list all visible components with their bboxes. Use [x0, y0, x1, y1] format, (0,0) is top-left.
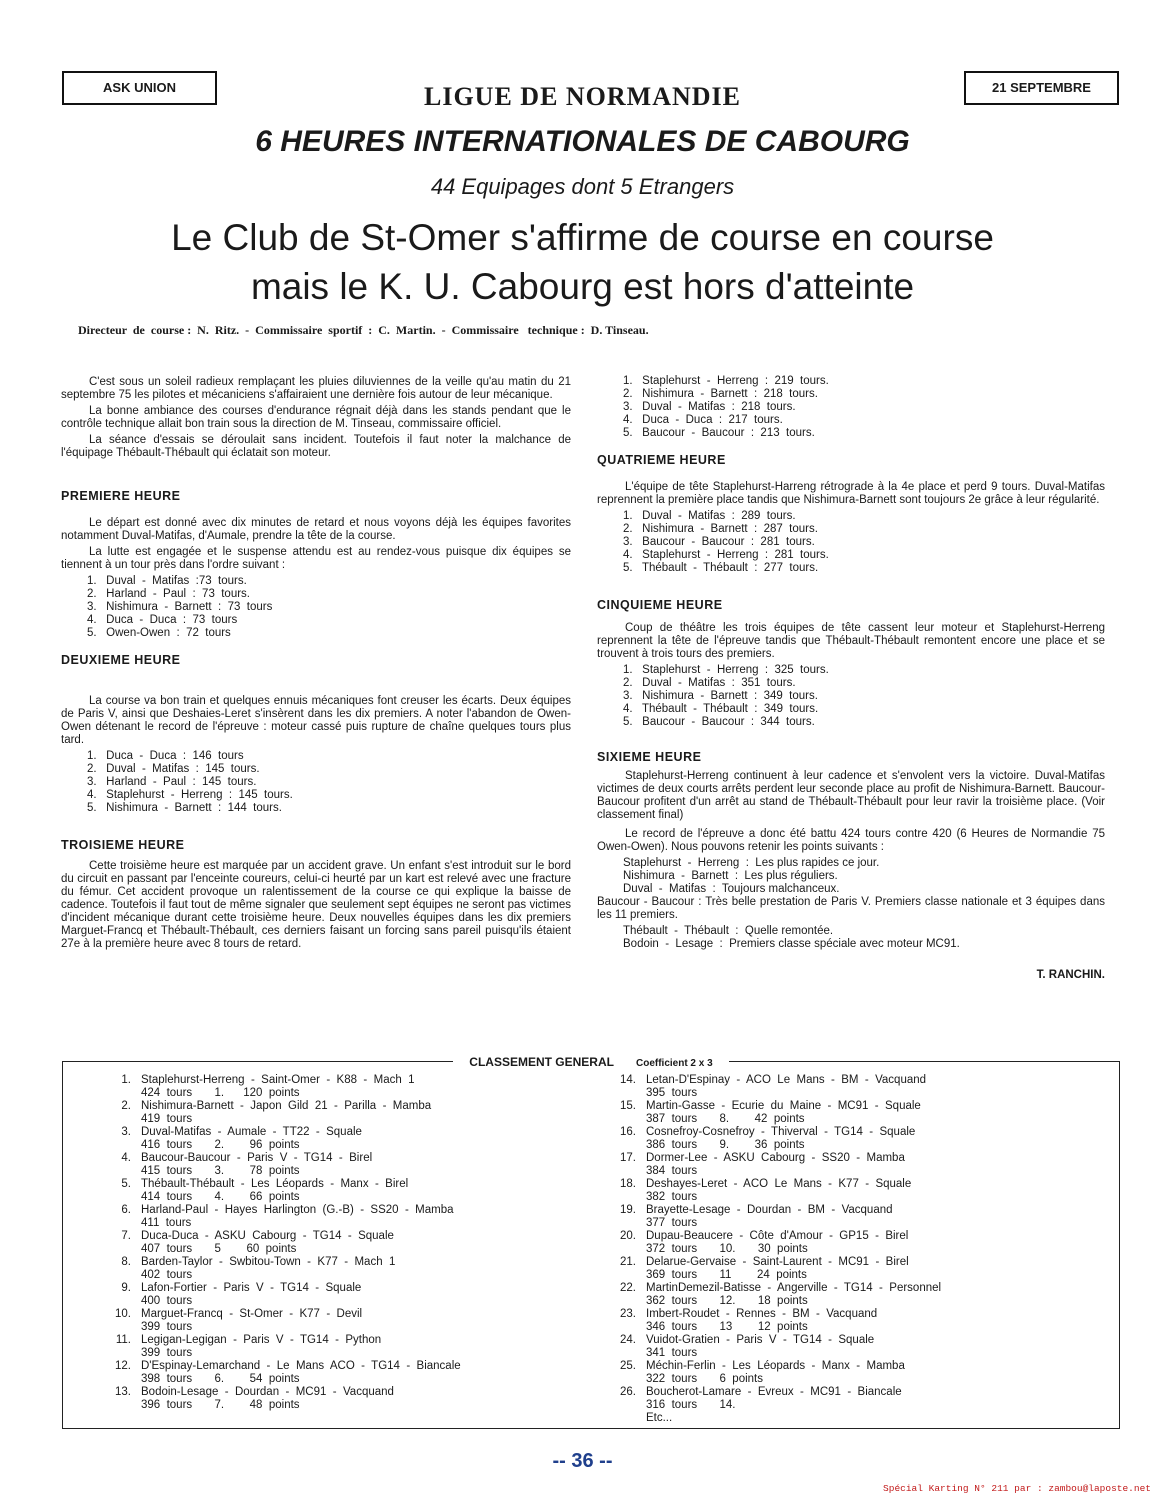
- classement-entry: [93, 1360, 593, 1386]
- intro-paragraph: La bonne ambiance des courses d'endurance régnait déjà dans les stands pendant que le contrôle technique allait bon train sous la direction de M. Tinseau, commissaire officiel.: [61, 405, 571, 430]
- classement-entry-line1: [598, 1152, 1098, 1165]
- classement-entry: [598, 1100, 1098, 1126]
- standing-item: 3. Nishimura - Barnett : 73 tours: [87, 601, 273, 613]
- classement-entry-line2: 411 tours: [141, 1217, 192, 1229]
- classement-entry: [93, 1204, 593, 1230]
- classement-entry-line2: 416 tours 2. 96 points: [141, 1139, 300, 1151]
- section-heading-hour-4: QUATRIEME HEURE: [597, 453, 726, 467]
- classement-entry-line2: 415 tours 3. 78 points: [141, 1165, 300, 1177]
- classement-entry: [93, 1178, 593, 1204]
- classement-team: Nishimura-Barnett - Japon Gild 21 - Parilla - Mamba: [141, 1100, 432, 1112]
- classement-team: Martin-Gasse - Ecurie du Maine - MC91 - Squale: [646, 1100, 921, 1112]
- classement-rank: 10.: [115, 1308, 131, 1320]
- footer-credit: Spécial Karting N° 211 par : zambou@laposte.net: [883, 1483, 1151, 1494]
- standing-item: 1. Staplehurst - Herreng : 325 tours.: [623, 664, 829, 676]
- hour-1-standings: [61, 575, 571, 640]
- classement-entry-line2: 362 tours 12. 18 points: [646, 1295, 808, 1307]
- point-item: Duval - Matifas : Toujours malchanceux.: [623, 883, 840, 895]
- classement-rank: 26.: [620, 1386, 636, 1398]
- classement-entry-line1: [598, 1308, 1098, 1321]
- classement-team: MartinDemezil-Batisse - Angerville - TG14 - Personnel: [646, 1282, 942, 1294]
- standing-item: 4. Duca - Duca : 73 tours: [87, 614, 238, 626]
- classement-team: Dupau-Beaucere - Côte d'Amour - GP15 - Birel: [646, 1230, 909, 1242]
- classement-column-right: [598, 1074, 1098, 1425]
- classement-entry-line2: 407 tours 5 60 points: [141, 1243, 297, 1255]
- classement-entry: [93, 1100, 593, 1126]
- classement-rank: 24.: [620, 1334, 636, 1346]
- hour-5-paragraph: Coup de théâtre les trois équipes de tête cassent leur moteur et Staplehurst-Herreng reprennent la tête de l'épreuve tandis que Thébault-Thébault remontent encore une place et se trouvent à trois tours des premiers.: [597, 622, 1105, 660]
- article-column-left: [61, 376, 571, 954]
- classement-entry-line1: [93, 1282, 593, 1295]
- point-item: Staplehurst - Herreng : Les plus rapides ce jour.: [623, 857, 880, 869]
- hour-1-paragraph: Le départ est donné avec dix minutes de retard et nous voyons déjà les équipes favorites notamment Duval-Matifas, d'Aumale, prendre la tête de la course.: [61, 517, 571, 542]
- classement-entry-line2: 399 tours: [141, 1347, 193, 1359]
- officials-line: Directeur de course : N. Ritz. - Commissaire sportif : C. Martin. - Commissaire technique : D. Tinseau.: [78, 323, 649, 337]
- standing-item: 5. Thébault - Thébault : 277 tours.: [623, 562, 819, 574]
- section-heading-hour-6: SIXIEME HEURE: [597, 750, 702, 764]
- classement-entry-line1: [598, 1386, 1098, 1399]
- standing-item: 1. Duca - Duca : 146 tours: [87, 750, 244, 762]
- classement-entry-line2: 414 tours 4. 66 points: [141, 1191, 300, 1203]
- classement-entry: [598, 1360, 1098, 1386]
- classement-team: Thébault-Thébault - Les Léopards - Manx - Birel: [141, 1178, 409, 1190]
- standing-item: 1. Duval - Matifas :73 tours.: [87, 575, 247, 587]
- standing-item: 2. Nishimura - Barnett : 218 tours.: [623, 388, 818, 400]
- classement-entry-line1: [93, 1152, 593, 1165]
- classement-entry-line1: [93, 1204, 593, 1217]
- classement-team: Duca-Duca - ASKU Cabourg - TG14 - Squale: [141, 1230, 394, 1242]
- classement-rank: 13.: [115, 1386, 131, 1398]
- classement-entry-line2: 386 tours 9. 36 points: [646, 1139, 805, 1151]
- hour-6-points-2: [597, 925, 1105, 951]
- classement-rank: 14.: [620, 1074, 636, 1086]
- classement-team: Duval-Matifas - Aumale - TT22 - Squale: [141, 1126, 362, 1138]
- classement-entry-line1: [598, 1282, 1098, 1295]
- classement-team: Letan-D'Espinay - ACO Le Mans - BM - Vacquand: [646, 1074, 927, 1086]
- classement-team: Marguet-Francq - St-Omer - K77 - Devil: [141, 1308, 363, 1320]
- classement-rank: 22.: [620, 1282, 636, 1294]
- classement-general-box: [62, 1055, 1120, 1429]
- hour-4-standings: [597, 510, 1105, 575]
- classement-entry-line1: [93, 1230, 593, 1243]
- classement-team: Legigan-Legigan - Paris V - TG14 - Python: [141, 1334, 382, 1346]
- classement-rank: 16.: [620, 1126, 636, 1138]
- classement-entry-line2: 341 tours: [646, 1347, 698, 1359]
- hour-4-paragraph: L'équipe de tête Staplehurst-Harreng rétrograde à la 4e place et perd 9 tours. Duval-Matifas reprennent la première place tandis que Nishimura-Barnett sont toujours 2e grâce à leur régularité.: [597, 481, 1105, 506]
- hour-2-standings: [61, 750, 571, 815]
- classement-entry-line2: 400 tours: [141, 1295, 193, 1307]
- section-heading-hour-5: CINQUIEME HEURE: [597, 598, 723, 612]
- classement-entry-line1: [598, 1126, 1098, 1139]
- classement-rank: 9.: [121, 1282, 131, 1294]
- classement-entry: [598, 1178, 1098, 1204]
- point-item: Nishimura - Barnett : Les plus réguliers.: [623, 870, 838, 882]
- classement-rank: 15.: [620, 1100, 636, 1112]
- classement-entry-line1: [93, 1308, 593, 1321]
- classement-rank: 12.: [115, 1360, 131, 1372]
- classement-team: Vuidot-Gratien - Paris V - TG14 - Squale: [646, 1334, 875, 1346]
- classement-entry-line2: 377 tours: [646, 1217, 698, 1229]
- classement-entry: [93, 1256, 593, 1282]
- classement-entry-line2: 395 tours: [646, 1087, 698, 1099]
- author-signature: T. RANCHIN.: [1036, 969, 1105, 981]
- classement-entry-line1: [598, 1074, 1098, 1087]
- standing-item: 2. Duval - Matifas : 351 tours.: [623, 677, 796, 689]
- classement-entry: [93, 1230, 593, 1256]
- classement-team: Deshayes-Leret - ACO Le Mans - K77 - Squale: [646, 1178, 912, 1190]
- classement-heading: [63, 1053, 1119, 1071]
- classement-team: Lafon-Fortier - Paris V - TG14 - Squale: [141, 1282, 362, 1294]
- page-number: -- 36 --: [552, 1450, 613, 1472]
- classement-entry: [598, 1334, 1098, 1360]
- classement-entry-line2: 382 tours: [646, 1191, 698, 1203]
- classement-entry: [598, 1204, 1098, 1230]
- classement-entry-line2: 346 tours 13 12 points: [646, 1321, 808, 1333]
- classement-entry: [598, 1282, 1098, 1308]
- classement-entry-line2: 316 tours 14.: [646, 1399, 736, 1411]
- classement-entry-line1: [598, 1100, 1098, 1113]
- standing-item: 3. Nishimura - Barnett : 349 tours.: [623, 690, 818, 702]
- classement-team: Staplehurst-Herreng - Saint-Omer - K88 - Mach 1: [141, 1074, 415, 1086]
- standing-item: 3. Harland - Paul : 145 tours.: [87, 776, 257, 788]
- classement-entry-line1: [93, 1334, 593, 1347]
- standing-item: 5. Owen-Owen : 72 tours: [87, 627, 231, 639]
- standing-item: 2. Nishimura - Barnett : 287 tours.: [623, 523, 818, 535]
- date-label: 21 SEPTEMBRE: [992, 80, 1091, 95]
- classement-entry-line2: 384 tours: [646, 1165, 698, 1177]
- classement-rank: 2.: [121, 1100, 131, 1112]
- classement-entry: [93, 1308, 593, 1334]
- hour-6-paragraph: Le record de l'épreuve a donc été battu 424 tours contre 420 (6 Heures de Normandie 75 Owen-Owen). Nous pouvons retenir les points suivants :: [597, 828, 1105, 853]
- classement-entry-line1: [598, 1334, 1098, 1347]
- classement-rank: 18.: [620, 1178, 636, 1190]
- classement-rank: 23.: [620, 1308, 636, 1320]
- classement-entry: [93, 1126, 593, 1152]
- standing-item: 5. Baucour - Baucour : 213 tours.: [623, 427, 815, 439]
- classement-entry-line1: [93, 1100, 593, 1113]
- classement-entry: [93, 1152, 593, 1178]
- classement-entry-line2: 387 tours 8. 42 points: [646, 1113, 805, 1125]
- classement-entry: [598, 1126, 1098, 1152]
- classement-entry: [598, 1256, 1098, 1282]
- point-item: Bodoin - Lesage : Premiers classe spéciale avec moteur MC91.: [623, 938, 960, 950]
- classement-entry-line1: [598, 1360, 1098, 1373]
- headline-line-1: Le Club de St-Omer s'affirme de course en course: [171, 217, 994, 258]
- classement-entry: [93, 1386, 593, 1412]
- classement-team: Barden-Taylor - Swbitou-Town - K77 - Mach 1: [141, 1256, 396, 1268]
- event-subtitle: 44 Equipages dont 5 Etrangers: [430, 174, 735, 199]
- classement-entry-line2: 399 tours: [141, 1321, 193, 1333]
- classement-rank: 21.: [620, 1256, 636, 1268]
- standing-item: 3. Baucour - Baucour : 281 tours.: [623, 536, 815, 548]
- classement-entry-line1: [93, 1360, 593, 1373]
- classement-entry-line1: [93, 1178, 593, 1191]
- classement-team: Boucherot-Lamare - Evreux - MC91 - Biancale: [646, 1386, 902, 1398]
- hour-2-paragraph: La course va bon train et quelques ennuis mécaniques font creuser les écarts. Deux équipes de Paris V, ainsi que Deshaies-Leret s'insèrent dans les dix premiers. A noter l'abandon de Owen-Owen détenant le record de l'épreuve : moteur cassé puis rupture de chaîne quelques tours plus tard.: [61, 695, 571, 746]
- classement-team: Harland-Paul - Hayes Harlington (G.-B) - SS20 - Mamba: [141, 1204, 454, 1216]
- classement-rank: 20.: [620, 1230, 636, 1242]
- classement-team: D'Espinay-Lemarchand - Le Mans ACO - TG14 - Biancale: [141, 1360, 461, 1372]
- classement-rank: 8.: [121, 1256, 131, 1268]
- intro-paragraph: La séance d'essais se déroulait sans incident. Toutefois il faut noter la malchance de l'équipage Thébault-Thébault qui éclatait son moteur.: [61, 434, 571, 459]
- classement-rank: 7.: [121, 1230, 131, 1242]
- classement-team: Cosnefroy-Cosnefroy - Thiverval - TG14 - Squale: [646, 1126, 916, 1138]
- classement-entry-line2: 322 tours 6 points: [646, 1373, 763, 1385]
- classement-coefficient: Coefficient 2 x 3: [628, 1058, 721, 1069]
- standing-item: 2. Harland - Paul : 73 tours.: [87, 588, 250, 600]
- classement-entry-line1: [598, 1204, 1098, 1217]
- classement-entry-line1: [93, 1386, 593, 1399]
- classement-rank: 3.: [121, 1126, 131, 1138]
- classement-rank: 11.: [115, 1334, 131, 1346]
- point-item-baucour: Baucour - Baucour : Très belle prestation de Paris V. Premiers classe nationale et 3 équipes dans les 11 premiers.: [597, 896, 1105, 921]
- club-label: ASK UNION: [103, 80, 176, 95]
- hour-6-points: [597, 857, 1105, 896]
- classement-entry-line1: [598, 1230, 1098, 1243]
- classement-entry-line1: [598, 1256, 1098, 1269]
- point-item: Thébault - Thébault : Quelle remontée.: [623, 925, 834, 937]
- classement-entry: [598, 1386, 1098, 1412]
- article-column-right: [597, 375, 1105, 982]
- standing-item: 4. Staplehurst - Herreng : 145 tours.: [87, 789, 293, 801]
- classement-rank: 1.: [121, 1074, 131, 1086]
- classement-entry: [93, 1282, 593, 1308]
- headline-line-2: mais le K. U. Cabourg est hors d'atteinte: [250, 266, 915, 307]
- classement-title: CLASSEMENT GENERAL: [461, 1055, 622, 1069]
- classement-entry-line1: [93, 1256, 593, 1269]
- classement-entry-line1: [93, 1126, 593, 1139]
- classement-entry-line2: 369 tours 11 24 points: [646, 1269, 807, 1281]
- classement-entry: [598, 1152, 1098, 1178]
- classement-team: Bodoin-Lesage - Dourdan - MC91 - Vacquand: [141, 1386, 394, 1398]
- classement-entry-line2: 372 tours 10. 30 points: [646, 1243, 808, 1255]
- section-heading-hour-2: DEUXIEME HEURE: [61, 653, 181, 667]
- league-title: LIGUE DE NORMANDIE: [423, 82, 742, 111]
- classement-entry-line2: 424 tours 1. 120 points: [141, 1087, 300, 1099]
- classement-team: Baucour-Baucour - Paris V - TG14 - Birel: [141, 1152, 373, 1164]
- hour-3-standings: [597, 375, 1105, 440]
- classement-team: Brayette-Lesage - Dourdan - BM - Vacquand: [646, 1204, 893, 1216]
- intro-paragraph: C'est sous un soleil radieux remplaçant les pluies diluviennes de la veille qu'au matin du 21 septembre 75 les pilotes et mécaniciens s'affairaient une dernière fois autour de leur mécanique.: [61, 376, 571, 401]
- classement-entry-line1: [93, 1074, 593, 1087]
- hour-6-paragraph: Staplehurst-Herreng continuent à leur cadence et s'envolent vers la victoire. Duval-Matifas victimes de deux courts arrêts perdent leur seconde place au profit de Nishimura-Barnett. Baucour-Baucour profitent d'un arrêt au stand de Thébault-Thébault pour leur ravir la troisième place. (Voir classement final): [597, 770, 1105, 821]
- classement-rank: 5.: [121, 1178, 131, 1190]
- hour-3-paragraph: Cette troisième heure est marquée par un accident grave. Un enfant s'est introduit sur le bord du circuit en passant par l'enceinte coureurs, celui-ci heurté par un kart est relevé avec une fracture du fémur. Cet accident provoque un ralentissement de la course ce qui explique la baisse de cadence. Toutefois il faut tout de même signaler que seulement sept équipes ne seront pas victimes d'incident mécanique durant cette troisième heure. Deux nouvelles équipes dans les dix premiers Marguet-Francq et Thébault-Thébault, ces derniers faisant un forcing sans pareil puisqu'ils étaient 27e à la première heure avec 8 tours de retard.: [61, 860, 571, 950]
- classement-etc: Etc...: [646, 1412, 673, 1424]
- standing-item: 4. Duca - Duca : 217 tours.: [623, 414, 783, 426]
- standing-item: 4. Thébault - Thébault : 349 tours.: [623, 703, 819, 715]
- classement-entry: [598, 1074, 1098, 1100]
- standing-item: 4. Staplehurst - Herreng : 281 tours.: [623, 549, 829, 561]
- standing-item: 2. Duval - Matifas : 145 tours.: [87, 763, 260, 775]
- standing-item: 1. Staplehurst - Herreng : 219 tours.: [623, 375, 829, 387]
- standing-item: 5. Nishimura - Barnett : 144 tours.: [87, 802, 282, 814]
- section-heading-hour-3: TROISIEME HEURE: [61, 838, 185, 852]
- section-heading-hour-1: PREMIERE HEURE: [61, 489, 181, 503]
- classement-rank: 17.: [620, 1152, 636, 1164]
- standing-item: 3. Duval - Matifas : 218 tours.: [623, 401, 796, 413]
- classement-rank: 19.: [620, 1204, 636, 1216]
- standing-item: 1. Duval - Matifas : 289 tours.: [623, 510, 796, 522]
- classement-rank: 25.: [620, 1360, 636, 1372]
- hour-5-standings: [597, 664, 1105, 729]
- classement-entry-line2: 398 tours 6. 54 points: [141, 1373, 300, 1385]
- classement-entry-line1: [598, 1178, 1098, 1191]
- hour-1-paragraph: La lutte est engagée et le suspense attendu est au rendez-vous puisque dix équipes se tiennent à un tour près dans l'ordre suivant :: [61, 546, 571, 571]
- classement-entry: [93, 1334, 593, 1360]
- classement-rank: 6.: [121, 1204, 131, 1216]
- event-title: 6 HEURES INTERNATIONALES DE CABOURG: [255, 125, 910, 158]
- classement-team: Delarue-Gervaise - Saint-Laurent - MC91 - Birel: [646, 1256, 909, 1268]
- classement-entry: [598, 1230, 1098, 1256]
- classement-rank: 4.: [121, 1152, 131, 1164]
- standing-item: 5. Baucour - Baucour : 344 tours.: [623, 716, 815, 728]
- classement-team: Méchin-Ferlin - Les Léopards - Manx - Mamba: [646, 1360, 905, 1372]
- classement-entry: [93, 1074, 593, 1100]
- classement-column-left: [93, 1074, 593, 1412]
- classement-entry-line2: 396 tours 7. 48 points: [141, 1399, 300, 1411]
- classement-team: Imbert-Roudet - Rennes - BM - Vacquand: [646, 1308, 878, 1320]
- classement-entry-line2: 419 tours: [141, 1113, 193, 1125]
- classement-entry-line2: 402 tours: [141, 1269, 193, 1281]
- classement-team: Dormer-Lee - ASKU Cabourg - SS20 - Mamba: [646, 1152, 905, 1164]
- classement-entry: [598, 1308, 1098, 1334]
